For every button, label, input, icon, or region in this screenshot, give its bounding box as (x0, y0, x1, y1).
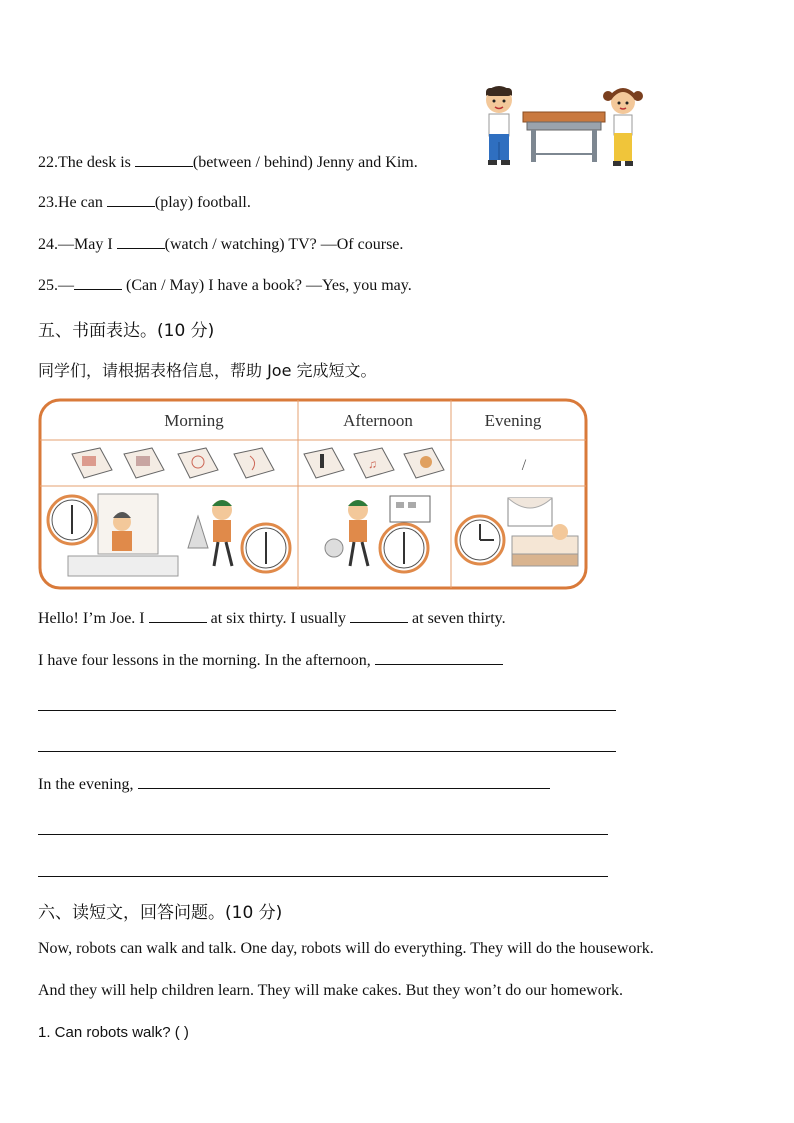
writing-line-2 (38, 650, 503, 670)
writing-text: Hello! I’m Joe. I (38, 610, 149, 627)
daily-schedule-table (38, 398, 588, 590)
answer-blank[interactable] (350, 608, 408, 623)
section-5-heading: 五、书面表达。(10 分) (38, 321, 215, 341)
writing-text: In the evening, (38, 776, 138, 793)
question-text: (between / behind) Jenny and Kim. (192, 154, 418, 171)
question-text: (Can / May) I have a book? —Yes, you may. (122, 277, 412, 294)
boy-desk-girl-illustration (475, 82, 650, 170)
evening-subject-slash: / (521, 457, 527, 474)
answer-blank[interactable] (117, 234, 165, 249)
section-6-heading: 六、读短文，回答问题。(10 分) (38, 903, 283, 923)
answer-line[interactable] (38, 834, 608, 835)
column-afternoon: Afternoon (343, 411, 413, 430)
question-1: 1. Can robots walk? ( ) (38, 1024, 189, 1041)
clock-icon (242, 524, 290, 572)
question-text: The desk is (58, 154, 135, 171)
answer-blank[interactable] (375, 650, 503, 665)
answer-line[interactable] (38, 751, 616, 752)
desk-figure (523, 112, 605, 162)
answer-blank[interactable] (149, 608, 207, 623)
afternoon-book-icons (304, 448, 444, 478)
writing-line-3 (38, 774, 550, 794)
question-number: 23. (38, 194, 58, 211)
writing-line-1 (38, 608, 506, 628)
question-text: —May I (58, 236, 117, 253)
column-evening: Evening (484, 411, 542, 430)
answer-blank[interactable] (74, 275, 122, 290)
question-text: (watch / watching) TV? —Of course. (164, 236, 404, 253)
girl-figure (603, 88, 643, 166)
question-25 (38, 275, 412, 295)
question-23 (38, 192, 251, 212)
question-22 (38, 152, 418, 172)
answer-line[interactable] (38, 710, 616, 711)
question-number: 25. (38, 277, 58, 294)
answer-line[interactable] (38, 876, 608, 877)
writing-text: at six thirty. I usually (206, 610, 351, 627)
question-number: 24. (38, 236, 58, 253)
question-number: 22. (38, 154, 58, 171)
answer-blank[interactable] (135, 152, 193, 167)
passage-line-1: Now, robots can walk and talk. One day, robots will do everything. They will do the housework. (38, 940, 654, 957)
passage-line-2: And they will help children learn. They will make cakes. But they won’t do our homework. (38, 982, 624, 999)
clock-icon (456, 516, 504, 564)
question-24 (38, 234, 403, 254)
question-text: — (58, 277, 74, 294)
svg-text:♫: ♫ (368, 457, 377, 471)
section-5-instruction: 同学们，请根据表格信息，帮助 Joe 完成短文。 (38, 361, 377, 380)
writing-text: I have four lessons in the morning. In the afternoon, (38, 652, 375, 669)
clock-icon (48, 496, 96, 544)
column-morning: Morning (164, 411, 224, 430)
question-text: (play) football. (154, 194, 251, 211)
clock-icon (380, 524, 428, 572)
answer-blank[interactable] (107, 192, 155, 207)
boy-figure (486, 86, 512, 165)
answer-blank[interactable] (138, 774, 550, 789)
question-text: He can (58, 194, 107, 211)
writing-text: at seven thirty. (408, 610, 506, 627)
